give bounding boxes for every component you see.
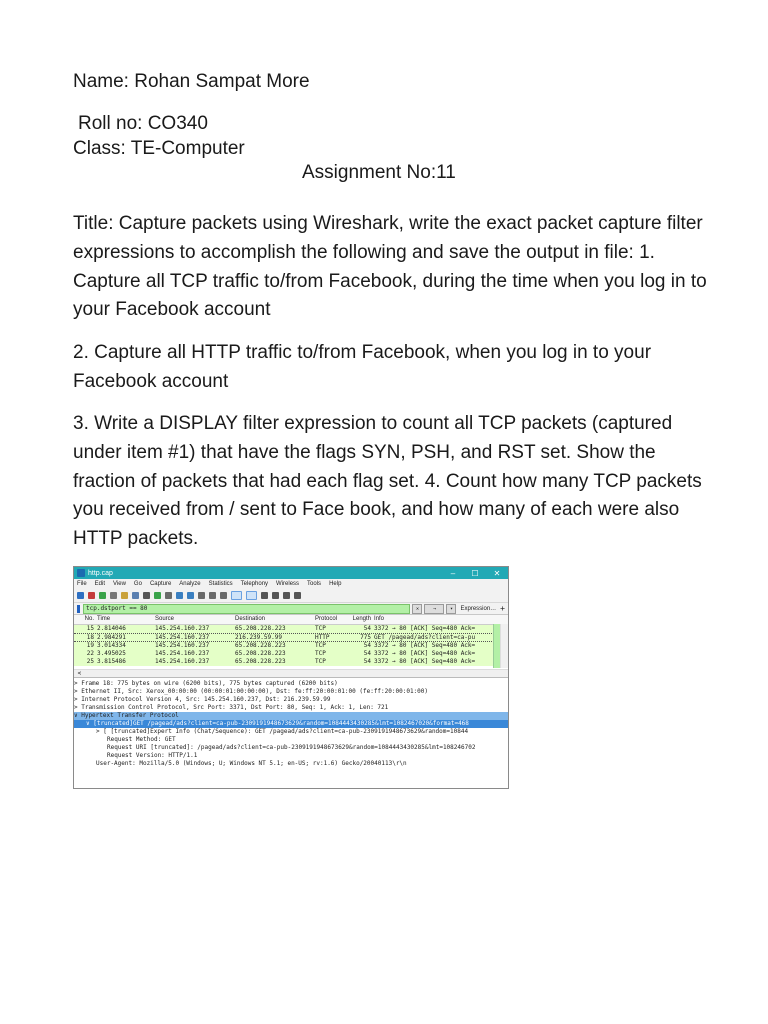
packet-time: 3.815486 (97, 658, 126, 665)
open-icon[interactable] (121, 592, 128, 599)
reload-icon[interactable] (154, 592, 161, 599)
packet-src: 145.254.160.237 (155, 634, 210, 641)
restart-icon[interactable] (99, 592, 106, 599)
close-icon[interactable]: ✕ (493, 568, 501, 578)
packet-len: 54 (363, 658, 371, 665)
packet-time: 2.814046 (97, 625, 126, 632)
packet-row[interactable] (74, 650, 508, 658)
packet-src: 145.254.160.237 (155, 625, 210, 632)
shark-fin-icon[interactable] (77, 592, 84, 599)
packet-no: 18 (86, 634, 94, 641)
menu-analyze[interactable]: Analyze (179, 581, 201, 587)
save-icon[interactable] (132, 592, 139, 599)
display-filter-input[interactable]: tcp.dstport == 80 (83, 604, 410, 614)
add-filter-button[interactable]: + (500, 604, 505, 613)
detail-row[interactable]: > Internet Protocol Version 4, Src: 145.254.160.237, Dst: 216.239.59.99 (74, 696, 331, 703)
packet-src: 145.254.160.237 (155, 650, 210, 657)
detail-row[interactable]: > Ethernet II, Src: Xerox_00:00:00 (00:00:01:00:00:00), Dst: fe:ff:20:00:01:00 (fe:ff:20:00:01:00) (74, 688, 429, 695)
menu-file[interactable]: File (77, 581, 87, 587)
packet-time: 3.495025 (97, 650, 126, 657)
window-title: http.cap (88, 569, 113, 577)
title-paragraph: Title: Capture packets using Wireshark, write the exact packet capture filter expressions to accomplish the following and save the output in file: 1. Capture all TCP traffic to/from Facebook, during the time when you log in to your Facebook account (73, 213, 707, 321)
packet-proto: HTTP (315, 634, 330, 641)
menu-edit[interactable]: Edit (94, 581, 106, 587)
packet-dst: 216.239.59.99 (235, 634, 282, 641)
packet-info: 3372 → 80 [ACK] Seq=480 Ack= (374, 658, 476, 665)
resize-columns-icon[interactable] (294, 592, 301, 599)
packet-list (74, 615, 508, 678)
back-icon[interactable] (176, 592, 183, 599)
packet-proto: TCP (315, 642, 326, 649)
close-file-icon[interactable] (143, 592, 150, 599)
detail-row[interactable]: ∨ Hypertext Transfer Protocol (74, 712, 508, 720)
zoom-reset-icon[interactable] (283, 592, 290, 599)
packet-details-pane (74, 678, 508, 768)
colorize-icon[interactable] (246, 591, 257, 600)
item-2-paragraph: 2. Capture all HTTP traffic to/from Facebook, when you log in to your Facebook account (73, 342, 652, 392)
packet-row[interactable] (74, 625, 508, 633)
menu-bar (74, 579, 508, 589)
apply-filter-icon[interactable]: → (424, 604, 444, 614)
autoscroll-icon[interactable] (231, 591, 242, 600)
wireshark-title-bar (74, 567, 508, 579)
zoom-in-icon[interactable] (261, 592, 268, 599)
expression-button[interactable]: Expression… (460, 605, 497, 612)
menu-view[interactable]: View (113, 581, 126, 587)
detail-row[interactable]: User-Agent: Mozilla/5.0 (Windows; U; Windows NT 5.1; en-US; rv:1.6) Gecko/20040113\r\n (96, 760, 407, 767)
first-icon[interactable] (209, 592, 216, 599)
packet-no: 15 (86, 625, 94, 632)
packet-dst: 65.208.228.223 (235, 658, 286, 665)
packet-list-header (74, 615, 508, 625)
packet-len: 775 (360, 634, 371, 641)
bookmark-icon[interactable] (77, 605, 80, 613)
menu-go[interactable]: Go (133, 581, 142, 587)
packet-time: 2.984291 (97, 634, 126, 641)
menu-tools[interactable]: Tools (307, 581, 322, 587)
packet-time: 3.014334 (97, 642, 126, 649)
minimize-icon[interactable]: – (450, 568, 456, 578)
student-name: Name: Rohan Sampat More (73, 71, 310, 92)
menu-wireless[interactable]: Wireless (276, 581, 300, 587)
packet-info: 3372 → 80 [ACK] Seq=480 Ack= (374, 650, 476, 657)
packet-proto: TCP (315, 650, 326, 657)
detail-row[interactable]: > Frame 18: 775 bytes on wire (6200 bits), 775 bytes captured (6200 bits) (74, 680, 338, 687)
goto-icon[interactable] (198, 592, 205, 599)
detail-row[interactable]: Request Method: GET (107, 736, 176, 743)
assignment-number: Assignment No:11 (302, 162, 456, 183)
filter-dropdown-icon[interactable]: ▾ (446, 604, 456, 614)
packet-src: 145.254.160.237 (155, 642, 210, 649)
column-length[interactable]: Length (352, 616, 371, 622)
packet-minimap[interactable] (493, 624, 500, 668)
detail-row[interactable]: Request Version: HTTP/1.1 (107, 752, 198, 759)
column-source[interactable]: Source (155, 616, 175, 622)
menu-capture[interactable]: Capture (149, 581, 172, 587)
detail-row[interactable]: Request URI [truncated]: /pagead/ads?client=ca-pub-2309191948673629&random=1084443430285&lmt=108246702 (107, 744, 476, 751)
forward-icon[interactable] (187, 592, 194, 599)
detail-row[interactable]: > [ [truncated]Expert Info (Chat/Sequence): GET /pagead/ads?client=ca-pub-2309191948673629&random=10844 (96, 728, 469, 735)
zoom-out-icon[interactable] (272, 592, 279, 599)
column-destination[interactable]: Destination (235, 616, 266, 622)
column-time[interactable]: Time (97, 616, 111, 622)
roll-number: Roll no: CO340 (78, 113, 208, 134)
menu-statistics[interactable]: Statistics (208, 581, 233, 587)
packet-info: 3372 → 80 [ACK] Seq=480 Ack= (374, 625, 476, 632)
packet-list-hscrollbar[interactable]: < (74, 669, 508, 677)
clear-filter-icon[interactable]: ✕ (412, 604, 422, 614)
packet-src: 145.254.160.237 (155, 658, 210, 665)
class-label: Class: TE-Computer (73, 138, 245, 159)
packet-row[interactable] (74, 642, 508, 650)
maximize-icon[interactable]: ☐ (471, 568, 479, 578)
packet-row[interactable] (74, 658, 508, 666)
packet-no: 19 (86, 642, 94, 649)
packet-len: 54 (363, 650, 371, 657)
packet-len: 54 (363, 625, 371, 632)
packet-dst: 65.208.228.223 (235, 650, 286, 657)
menu-telephony[interactable]: Telephony (240, 581, 269, 587)
packet-info: 3372 → 80 [ACK] Seq=480 Ack= (374, 642, 476, 649)
stop-icon[interactable] (88, 592, 95, 599)
packet-row[interactable] (74, 633, 508, 642)
packet-proto: TCP (315, 625, 326, 632)
last-icon[interactable] (220, 592, 227, 599)
packet-no: 22 (86, 650, 94, 657)
item-3-4-paragraph: 3. Write a DISPLAY filter expression to count all TCP packets (captured under item #1) that have the flags SYN, PSH, and RST set. Show the fraction of packets that had each flag set. 4. Count how many TCP packets you received from / sent to Face book, and how many of each were also HTTP packets. (73, 413, 702, 550)
column-protocol[interactable]: Protocol (315, 616, 338, 622)
wireshark-app-icon (77, 569, 85, 577)
packet-len: 54 (363, 642, 371, 649)
main-toolbar (74, 589, 508, 603)
column-info[interactable]: Info (374, 616, 385, 622)
display-filter-bar (74, 603, 508, 615)
menu-help[interactable]: Help (329, 581, 342, 587)
packet-info: GET /pagead/ads?client=ca-pu (374, 634, 476, 641)
detail-row[interactable]: ∨ [truncated]GET /pagead/ads?client=ca-pub-2309191948673629&random=1084443430285&lmt=1082467020&format=468 (74, 720, 508, 728)
packet-dst: 65.208.228.223 (235, 625, 286, 632)
find-icon[interactable] (165, 592, 172, 599)
packet-proto: TCP (315, 658, 326, 665)
packet-dst: 65.208.228.223 (235, 642, 286, 649)
packet-list-scrollbar[interactable] (500, 624, 508, 668)
column-no[interactable]: No. (84, 616, 94, 622)
wireshark-screenshot (73, 566, 509, 789)
packet-no: 25 (86, 658, 94, 665)
detail-row[interactable]: > Transmission Control Protocol, Src Port: 3371, Dst Port: 80, Seq: 1, Ack: 1, Len: 721 (74, 704, 389, 711)
options-icon[interactable] (110, 592, 117, 599)
